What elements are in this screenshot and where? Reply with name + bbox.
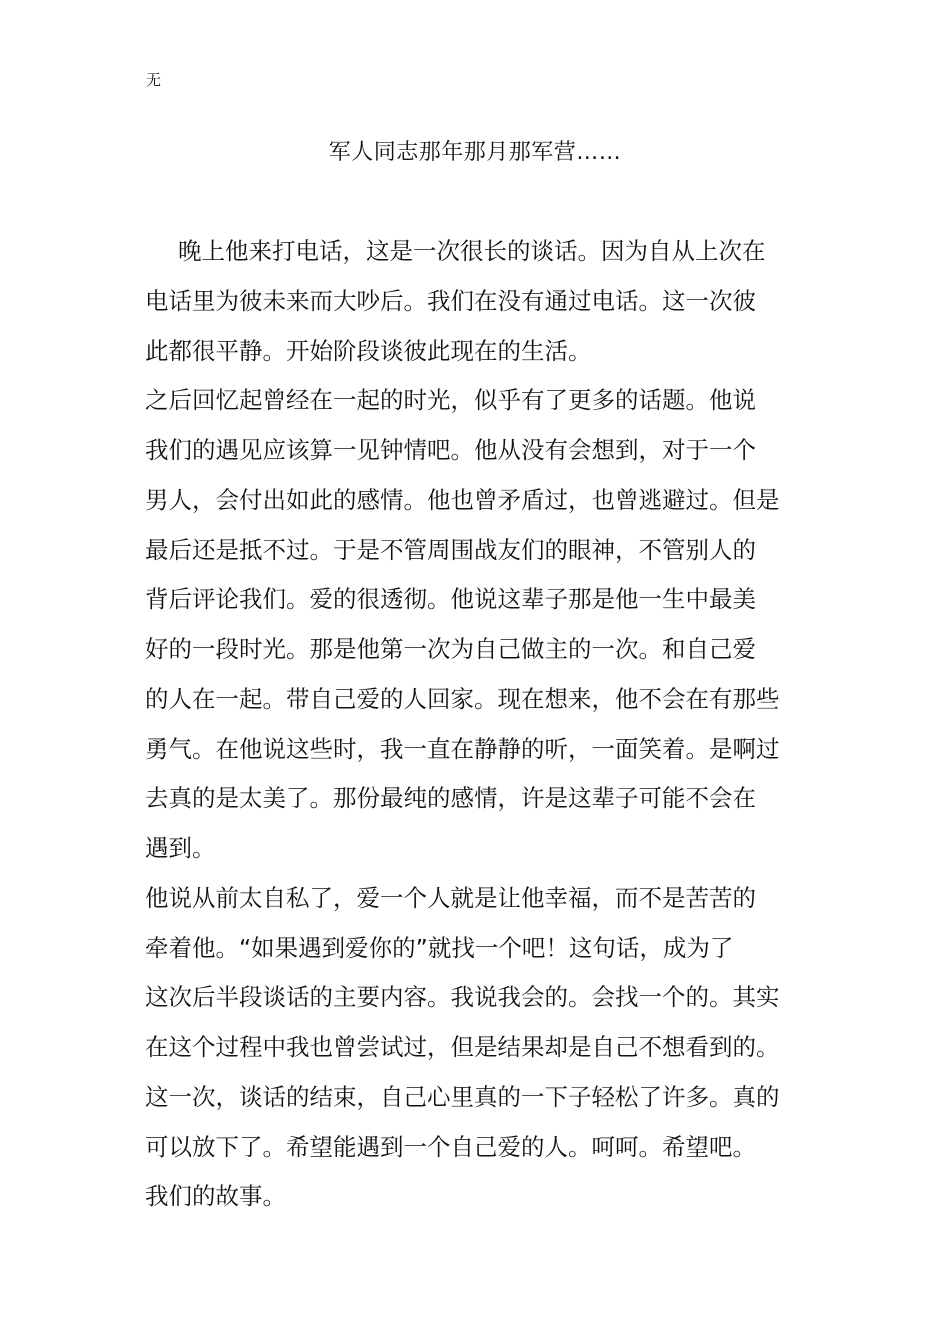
text-line: 在这个过程中我也曾尝试过，但是结果却是自己不想看到的。 (145, 1033, 780, 1061)
text-line: 我们的遇见应该算一见钟情吧。他从没有会想到，对于一个 (145, 436, 756, 464)
text-line: 的人在一起。带自己爱的人回家。现在想来，他不会在有那些 (145, 684, 780, 713)
text-line: 勇气。在他说这些时，我一直在静静的听，一面笑着。是啊过 (145, 734, 780, 763)
text-line: 之后回忆起曾经在一起的时光，似乎有了更多的话题。他说 (145, 386, 756, 415)
text-line: 我们的故事。 (145, 1182, 286, 1211)
text-line: 背后评论我们。爱的很透彻。他说这辈子那是他一生中最美 (145, 585, 756, 614)
document-title: 军人同志那年那月那军营…… (328, 140, 622, 165)
text-line: 电话里为彼未来而大吵后。我们在没有通过电话。这一次彼 (145, 286, 756, 315)
text-line: 这一次，谈话的结束，自己心里真的一下子轻松了许多。真的 (145, 1082, 780, 1111)
text-line: 去真的是太美了。那份最纯的感情，许是这辈子可能不会在 (145, 784, 756, 813)
text-line: 可以放下了。希望能遇到一个自己爱的人。呵呵。希望吧。 (145, 1132, 756, 1161)
body-text (145, 231, 815, 1226)
text-line: 好的一段时光。那是他第一次为自己做主的一次。和自己爱 (145, 635, 756, 663)
text-line: 男人，会付出如此的感情。他也曾矛盾过，也曾逃避过。但是 (145, 485, 780, 514)
text-line: 他说从前太自私了，爱一个人就是让他幸福，而不是苦苦的 (145, 883, 756, 912)
text-line: 这次后半段谈话的主要内容。我说我会的。会找一个的。其实 (145, 983, 780, 1012)
text-line: 牵着他。“如果遇到爱你的”就找一个吧！这句话，成为了 (145, 933, 734, 962)
text-line: 晚上他来打电话，这是一次很长的谈话。因为自从上次在 (178, 237, 766, 265)
header-note: 无 (146, 71, 162, 89)
text-line: 此都很平静。开始阶段谈彼此现在的生活。 (145, 336, 592, 365)
text-line: 最后还是抵不过。于是不管周围战友们的眼神，不管别人的 (145, 535, 756, 564)
text-line: 遇到。 (145, 834, 216, 862)
